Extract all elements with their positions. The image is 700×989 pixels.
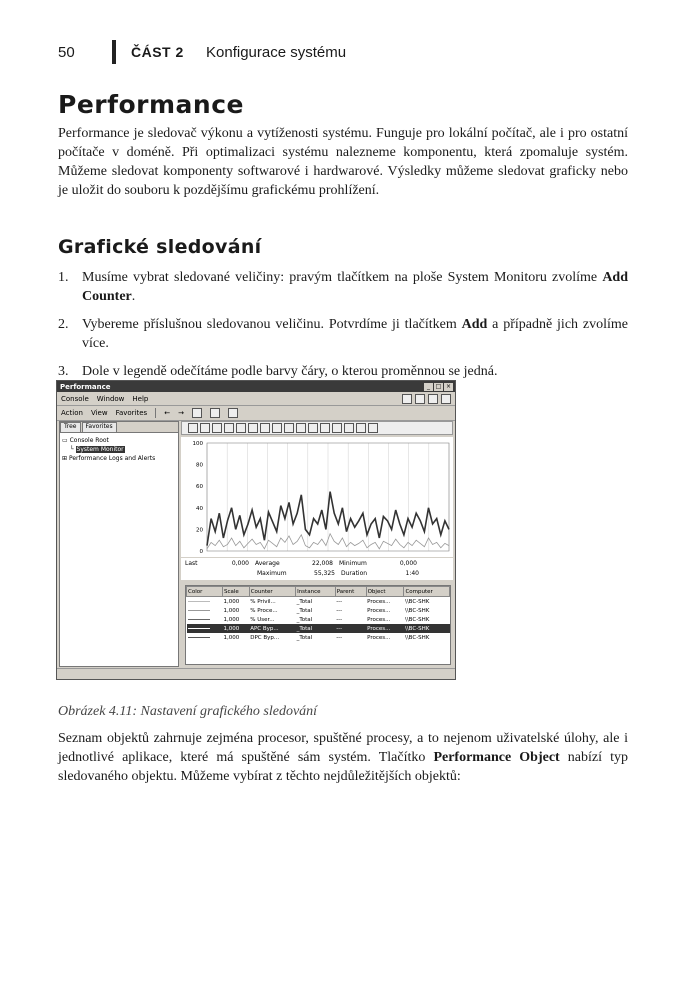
performance-graph — [181, 437, 453, 557]
color-swatch — [188, 619, 210, 620]
bold-term: Performance Object — [433, 750, 560, 765]
status-bar — [57, 668, 455, 679]
stat-label: Minimum — [339, 559, 367, 567]
view-histogram-icon[interactable] — [248, 423, 258, 433]
menu-action[interactable]: Action — [61, 409, 83, 417]
view-report-icon[interactable] — [260, 423, 270, 433]
stat-last: 0,000 — [231, 559, 249, 567]
list-number: 1. — [58, 270, 69, 285]
back-icon[interactable]: ← — [164, 409, 171, 417]
export-icon[interactable] — [228, 408, 238, 418]
update-icon[interactable] — [356, 423, 366, 433]
stat-label: Duration — [341, 569, 368, 577]
system-monitor-pane — [181, 421, 453, 667]
list-number: 2. — [58, 317, 69, 332]
color-swatch — [188, 601, 210, 602]
table-row[interactable]: 1,000 % Proce... _Total --- Proces... \\BC-SHK — [187, 606, 450, 615]
list-item — [58, 315, 628, 353]
table-row[interactable]: 1,000 DPC Byp... _Total --- Proces... \\BC-SHK — [187, 633, 450, 642]
toolbar — [57, 406, 455, 421]
stat-minimum: 0,000 — [399, 559, 417, 567]
menu-favorites[interactable]: Favorites — [115, 409, 148, 417]
intro-paragraph: Performance je sledovač výkonu a vytíženosti systému. Funguje pro lokální počítač, ale i pro ostatní počítače v doméně. Při optimalizaci systému nalezneme komponentu, která zpomaluje systém. Můžeme sledovat komponenty softwarové i hardwarové. Výsledky můžeme sledovat graficky nebo je uložit do souboru k pozdějšímu grafickému prohlížení. — [58, 126, 628, 198]
window-title: Performance — [60, 382, 111, 391]
menu-view[interactable]: View — [90, 409, 108, 417]
stat-maximum: 55,325 — [314, 569, 335, 577]
section-title: Performance — [58, 90, 244, 119]
list-bold: Add — [461, 317, 488, 332]
view-current-icon[interactable] — [212, 423, 222, 433]
legend-header[interactable]: Computer — [404, 587, 450, 597]
closing-paragraph: Seznam objektů zahrnuje zejména procesor, spuštěné procesy, a to nejenom uživatelské úlohy, ale i jednotlivé aplikace, které má spuštěné sám systém. Tlačítko Performance Object nabízí typ sledovaného objektu. Můžeme vybírat z těchto nejdůležitějších objektů: — [58, 731, 628, 784]
list-tail: . — [131, 289, 136, 304]
list-bold: Add Counter — [82, 270, 628, 304]
highlight-icon[interactable] — [296, 423, 306, 433]
toolbar-separator — [155, 408, 156, 418]
stat-duration: 1:40 — [405, 569, 419, 577]
tree-pane — [59, 421, 179, 667]
menu-console[interactable]: Console — [61, 394, 89, 403]
tree-item-perf-logs[interactable]: ⊞ Performance Logs and Alerts — [62, 455, 156, 462]
header-divider — [112, 40, 116, 64]
copy-icon[interactable] — [308, 423, 318, 433]
color-swatch — [188, 637, 210, 638]
list-text: Musíme vybrat sledované veličiny: pravým tlačítkem na ploše System Monitoru zvolíme — [82, 270, 603, 285]
tree-item-console-root[interactable]: ▭ Console Root — [62, 437, 109, 444]
table-row[interactable]: 1,000 % User... _Total --- Proces... \\BC-SHK — [187, 615, 450, 624]
forward-icon[interactable]: → — [178, 409, 184, 417]
clear-display-icon[interactable] — [200, 423, 210, 433]
window-titlebar — [57, 381, 455, 392]
properties-icon[interactable] — [332, 423, 342, 433]
subsection-title: Grafické sledování — [58, 236, 262, 258]
legend-header[interactable]: Color — [187, 587, 223, 597]
window-icon[interactable] — [441, 394, 451, 404]
stat-average: 22,008 — [312, 559, 333, 567]
table-row[interactable]: 1,000 APC Byp... _Total --- Proces... \\BC-SHK — [187, 624, 450, 633]
open-icon[interactable] — [415, 394, 425, 404]
list-text: Dole v legendě odečítáme podle barvy čáry, o kterou proměnnou se jedná. — [82, 364, 498, 379]
close-icon[interactable]: × — [445, 382, 452, 390]
menu-help[interactable]: Help — [132, 394, 149, 403]
minimize-icon[interactable]: _ — [424, 383, 433, 391]
table-row[interactable]: 1,000 % Privil... _Total --- Proces... \\BC-SHK — [187, 597, 450, 607]
list-tail: a případně jich zvolíme více. — [82, 317, 628, 351]
legend-header[interactable]: Instance — [296, 587, 336, 597]
counter-legend — [185, 585, 451, 665]
list-item — [58, 268, 628, 306]
legend-header[interactable]: Object — [366, 587, 404, 597]
properties-icon[interactable] — [210, 408, 220, 418]
page-number: 50 — [58, 44, 75, 61]
part-label: ČÁST 2 — [131, 44, 184, 60]
part-title: Konfigurace systému — [206, 44, 347, 61]
y-tick-label: 20 — [196, 527, 203, 534]
list-number: 3. — [58, 364, 69, 379]
view-log-icon[interactable] — [224, 423, 234, 433]
help-icon[interactable] — [368, 423, 378, 433]
monitor-toolbar — [181, 421, 453, 435]
list-text: Vybereme příslušnou sledovanou veličinu. Potvrdíme ji tlačítkem — [82, 317, 462, 332]
stats-bar — [181, 558, 453, 580]
y-tick-label: 0 — [199, 549, 203, 555]
stat-label: Average — [255, 559, 280, 567]
menubar — [57, 392, 455, 406]
tab-tree[interactable]: Tree — [60, 422, 81, 432]
maximize-icon[interactable]: □ — [435, 382, 442, 390]
legend-header[interactable]: Counter — [249, 587, 295, 597]
delete-counter-icon[interactable] — [284, 423, 294, 433]
stat-label: Maximum — [257, 569, 287, 577]
list-item — [58, 362, 628, 381]
stat-label: Last — [185, 559, 198, 567]
y-tick-label: 100 — [192, 441, 203, 447]
figure-caption: Obrázek 4.11: Nastavení grafického sledování — [58, 704, 318, 719]
y-tick-label: 40 — [196, 505, 203, 512]
legend-header[interactable]: Parent — [335, 587, 366, 597]
color-swatch — [188, 610, 210, 611]
y-tick-label: 60 — [196, 484, 203, 491]
new-icon[interactable] — [402, 394, 412, 404]
y-tick-label: 80 — [196, 462, 203, 469]
steps-list — [58, 268, 628, 390]
tree-item-system-monitor[interactable]: └ System Monitor — [70, 446, 124, 453]
legend-header[interactable]: Scale — [223, 587, 250, 597]
freeze-icon[interactable] — [344, 423, 354, 433]
paste-icon[interactable] — [320, 423, 330, 433]
performance-window-figure — [56, 380, 456, 680]
color-swatch — [188, 628, 210, 629]
view-graph-icon[interactable] — [236, 423, 246, 433]
up-icon[interactable] — [192, 408, 202, 418]
menu-window[interactable]: Window — [96, 394, 125, 403]
add-counter-icon[interactable] — [272, 423, 282, 433]
tab-favorites[interactable]: Favorites — [82, 422, 117, 432]
save-icon[interactable] — [428, 394, 438, 404]
new-counter-set-icon[interactable] — [188, 423, 198, 433]
